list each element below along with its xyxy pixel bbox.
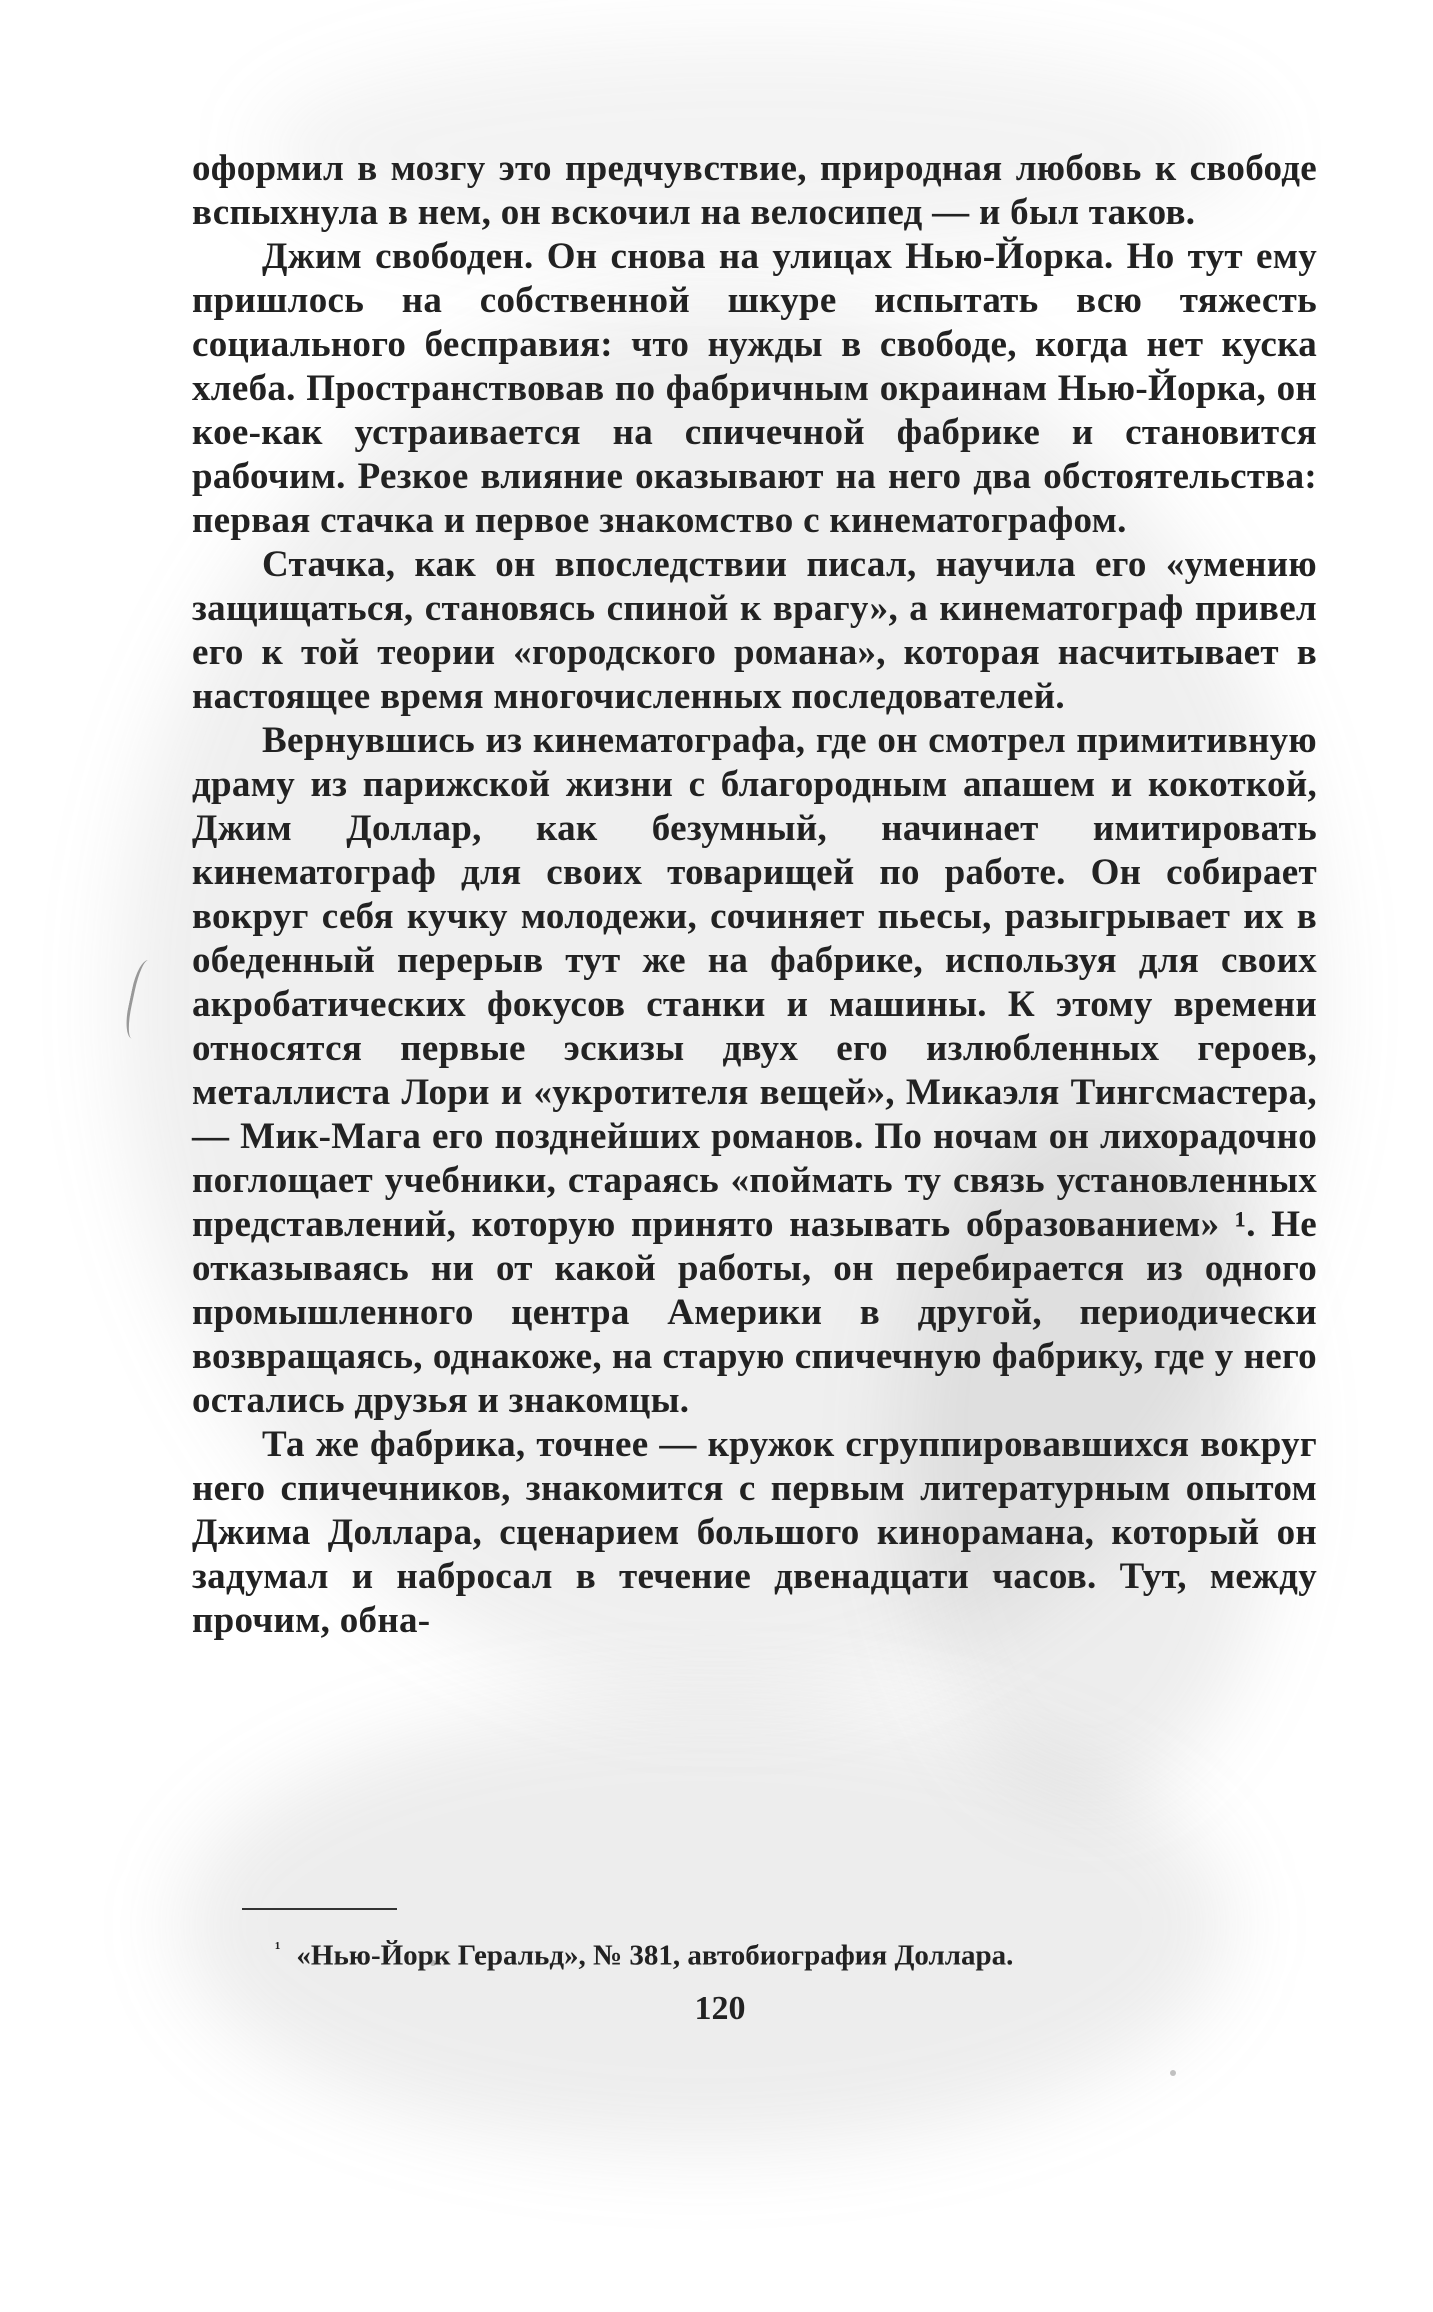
paragraph: Вернувшись из кинематографа, где он смотрел примитивную драму из парижской жизни с благородным апашем и кокоткой, Джим Доллар, как безумный, начинает имитировать кинематограф для своих товарищей по работе. Он собирает вокруг себя кучку молодежи, сочиняет пьесы, разыгрывает их в обеденный перерыв тут же на фабрике, используя для своих акробатических фокусов станки и машины. К этому времени относятся первые эскизы двух его излюбленных героев, металлиста Лори и «укротителя вещей», Микаэля Тингсмастера,— Мик-Мага его позднейших романов. По ночам он лихорадочно поглощает учебники, стараясь «поймать ту связь установленных представлений, которую принято называть образованием» ¹. Не отказываясь ни от какой работы, он перебирается из одного промышленного центра Америки в другой, периодически возвращаясь, однакоже, на старую спичечную фабрику, где у него остались друзья и знакомцы. xyxy=(192,720,1317,1421)
footnote-marker: ¹ xyxy=(275,1938,281,1958)
body-text xyxy=(192,147,1317,1643)
page-number: 120 xyxy=(694,1990,746,2027)
paragraph: Та же фабрика, точнее — кружок сгруппировавшихся вокруг него спичечников, знакомится с первым литературным опытом Джима Доллара, сценарием большого кинорамана, который он задумал и набросал в течение двенадцати часов. Тут, между прочим, обна- xyxy=(192,1424,1317,1641)
footnote xyxy=(275,1930,1275,1974)
dust-speck xyxy=(1170,2070,1176,2076)
paragraph: Джим свободен. Он снова на улицах Нью-Йорка. Но тут ему пришлось на собственной шкуре испытать всю тяжесть социального бесправия: что нужды в свободе, когда нет куска хлеба. Пространствовав по фабричным окраинам Нью-Йорка, он кое-как устраивается на спичечной фабрике и становится рабочим. Резкое влияние оказывают на него два обстоятельства: первая стачка и первое знакомство с кинематографом. xyxy=(192,236,1317,541)
paragraph: оформил в мозгу это предчувствие, природная любовь к свободе вспыхнула в нем, он вскочил на велосипед — и был таков. xyxy=(192,148,1317,233)
footnote-separator xyxy=(242,1908,397,1910)
scan-shadow xyxy=(180,1700,1230,2150)
footnote-text: «Нью-Йорк Геральд», № 381, автобиография Доллара. xyxy=(296,1939,1014,1972)
margin-pencil-mark xyxy=(122,958,163,1041)
paragraph: Стачка, как он впоследствии писал, научила его «умению защищаться, становясь спиной к врагу», а кинематограф привел его к той теории «городского романа», которая насчитывает в настоящее время многочисленных последователей. xyxy=(192,544,1317,717)
